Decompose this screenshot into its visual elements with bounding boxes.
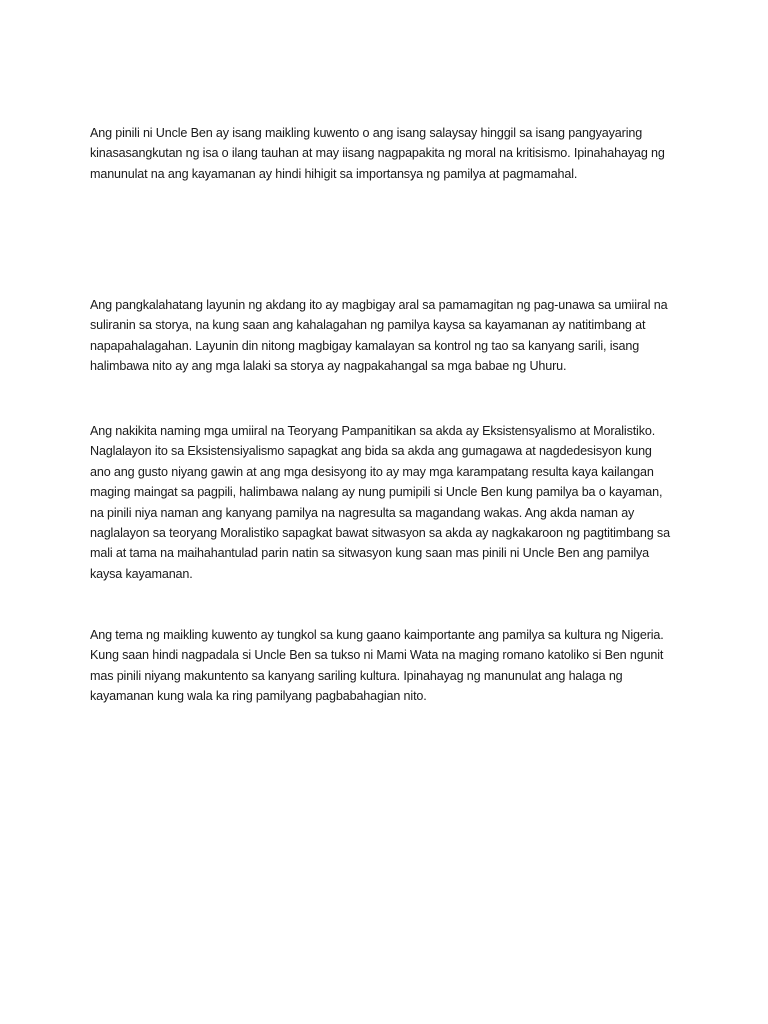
paragraph-purpose: Ang pangkalahatang layunin ng akdang ito ay magbigay aral sa pamamagitan ng pag-unawa sa umiiral na suliranin sa storya, na kung saan ang kahalagahan ng pamilya kaysa sa kayamanan ay natitimbang at napapahalagahan. Layunin din nitong magbigay kamalayan sa kontrol ng tao sa kanyang sarili, isang halimbawa nito ay ang mga lalaki sa storya ay nagpakahangal sa mga babae ng Uhuru. (90, 298, 668, 374)
paragraph-theme: Ang tema ng maikling kuwento ay tungkol sa kung gaano kaimportante ang pamilya sa kultura ng Nigeria. Kung saan hindi nagpadala si Uncle Ben sa tukso ni Mami Wata na maging romano katoliko si Ben ngunit mas pinili niyang makuntento sa kanyang sariling kultura. Ipinahayag ng manunulat ang halaga ng kayamanan kung wala ka ring pamilyang pagbabahagian nito. (90, 628, 664, 704)
paragraph-literary-theory: Ang nakikita naming mga umiiral na Teoryang Pampanitikan sa akda ay Eksistensyalismo at Moralistiko. Naglalayon ito sa Eksistensiyalismo sapagkat ang bida sa akda ang gumagawa at nagdedesisyon kung ano ang gusto niyang gawin at ang mga desisyong ito ay may mga karampatang resulta kaya kailangan maging maingat sa pagpili, halimbawa nalang ay nung pumipili si Uncle Ben kung pamilya ba o kayaman, na pinili niya naman ang kanyang pamilya na nagresulta sa magandang wakas. Ang akda naman ay naglalayon sa teoryang Moralistiko sapagkat bawat sitwasyon sa akda ay nagkakaroon ng pagtitimbang sa mali at tama na maihahantulad parin natin sa sitwasyon kung saan mas pinili ni Uncle Ben ang pamilya kaysa kayamanan. (90, 424, 670, 581)
paragraph-summary: Ang pinili ni Uncle Ben ay isang maikling kuwento o ang isang salaysay hinggil sa isang pangyayaring kinasasangkutan ng isa o ilang tauhan at may iisang nagpapakita ng moral na kritisismo. Ipinahahayag ng manunulat na ang kayamanan ay hindi hihigit sa importansya ng pamilya at pagmamahal. (90, 126, 665, 181)
